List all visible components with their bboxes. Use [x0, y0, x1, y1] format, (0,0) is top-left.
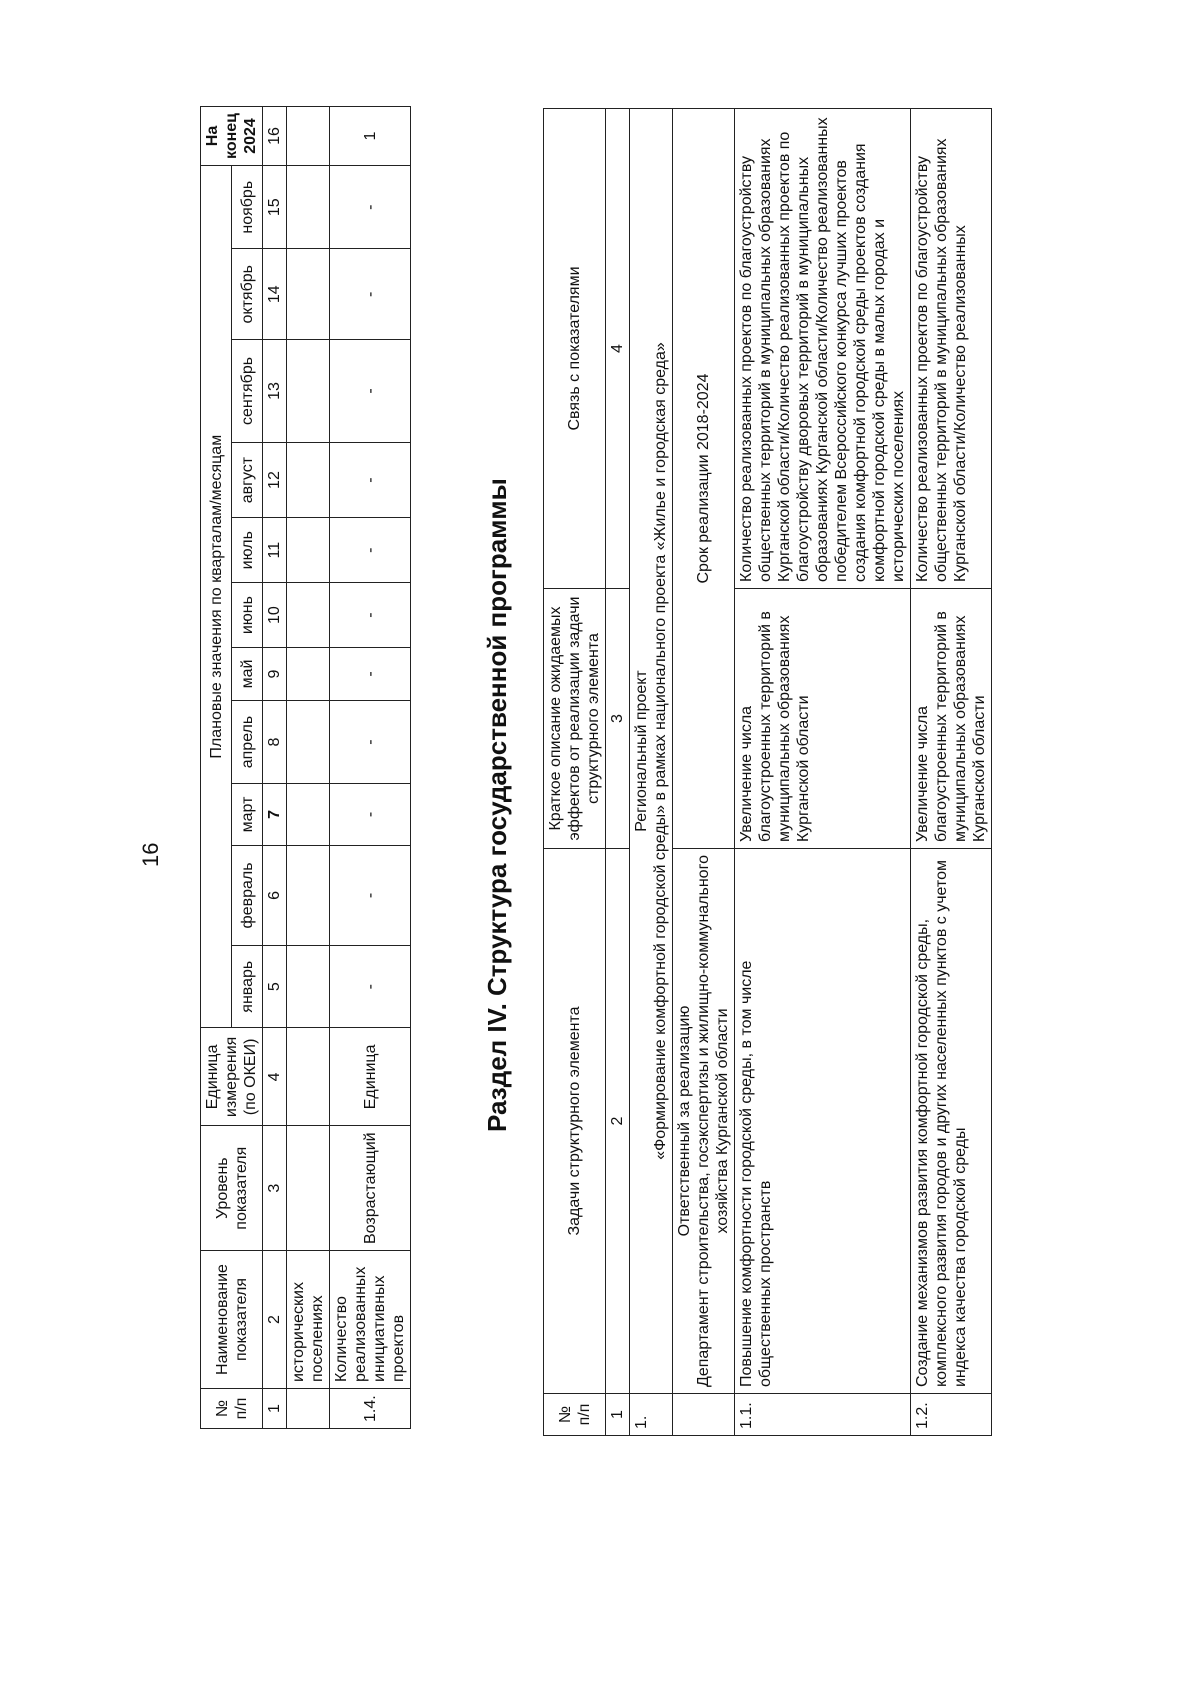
column-number-row [606, 109, 630, 1436]
column-number: 9 [263, 647, 287, 700]
month-value: - [330, 442, 411, 517]
project-row [630, 109, 673, 1436]
indicator-level: Возрастающий [330, 1126, 411, 1251]
month-header: январь [232, 946, 263, 1028]
column-number: 3 [263, 1126, 287, 1251]
header-num: № п/п [201, 1389, 263, 1429]
month-value: - [330, 518, 411, 583]
responsible-label: Ответственный за реализацию [676, 1005, 693, 1237]
column-number-row [263, 107, 287, 1429]
column-number: 3 [606, 589, 630, 849]
link-text: Количество реализованных проектов по благоустройству общественных территорий в муниципальных образованиях Курганской области/Количество реализованных [911, 109, 992, 589]
table-header-row [201, 107, 232, 1429]
column-number: 8 [263, 701, 287, 784]
month-value: - [330, 701, 411, 784]
row-num: 1.1. [735, 1394, 911, 1436]
row-num: 1.2. [911, 1394, 992, 1436]
project-name: «Формирование комфортной городской среды» в рамках национального проекта «Жилье и городская среда» [652, 342, 669, 1160]
column-number: 13 [263, 340, 287, 443]
project-title: Региональный проект [633, 670, 650, 832]
table-header-row [544, 109, 606, 1436]
table-row [911, 109, 992, 1436]
column-number: 7 [263, 784, 287, 846]
header-tasks: Задачи структурного элемента [544, 849, 606, 1394]
month-header: май [232, 647, 263, 700]
header-level: Уровень показателя [201, 1126, 263, 1251]
column-number: 2 [263, 1251, 287, 1389]
column-number: 1 [606, 1394, 630, 1436]
column-number: 12 [263, 442, 287, 517]
task-text: Повышение комфортности городской среды, в том числе общественных пространств [735, 849, 911, 1394]
effect-text: Увеличение числа благоустроенных территорий в муниципальных образованиях Курганской области [911, 589, 992, 849]
responsible-value: Департамент строительства, госэкспертизы и жилищно-коммунального хозяйства Курганской области [695, 855, 731, 1387]
indicators-table [200, 106, 411, 1429]
header-link: Связь с показателями [544, 109, 606, 589]
table-row [330, 107, 411, 1429]
month-header: ноябрь [232, 165, 263, 249]
page-number: 16 [138, 842, 163, 867]
column-number: 15 [263, 165, 287, 249]
month-header: июнь [232, 583, 263, 648]
continuation-name: исторических поселениях [287, 1251, 330, 1389]
link-text: Количество реализованных проектов по благоустройству общественных территорий в муниципальных образованиях Курганской области/Количество реализованных проектов по благоустройству дворовых территорий в муниципальных образованиях Курганской области/Количество реализованных победителем Всероссийского конкурса лучших проектов создания комфортной городской среды проектов создания комфортной городской среды в малых городах и исторических поселениях [735, 109, 911, 589]
month-header: октябрь [232, 249, 263, 340]
column-number: 10 [263, 583, 287, 648]
header-num: № п/п [544, 1394, 606, 1436]
responsible-cell [673, 849, 735, 1394]
column-number: 2 [606, 849, 630, 1394]
responsible-row [673, 109, 735, 1436]
month-value: - [330, 946, 411, 1028]
column-number: 11 [263, 518, 287, 583]
effect-text: Увеличение числа благоустроенных территорий в муниципальных образованиях Курганской области [735, 589, 911, 849]
task-text: Создание механизмов развития комфортной городской среды, комплексного развития городов и других населенных пунктов с учетом индекса качества городской среды [911, 849, 992, 1394]
column-number: 6 [263, 845, 287, 945]
month-value: - [330, 784, 411, 846]
month-value: - [330, 340, 411, 443]
indicator-name: Количество реализованных инициативных проектов [330, 1251, 411, 1389]
month-value: - [330, 249, 411, 340]
column-number: 4 [606, 109, 630, 589]
table-row [735, 109, 911, 1436]
column-number: 16 [263, 107, 287, 166]
row-num: 1.4. [330, 1389, 411, 1429]
month-value: - [330, 583, 411, 648]
column-number: 4 [263, 1028, 287, 1126]
month-header: февраль [232, 845, 263, 945]
month-header: сентябрь [232, 340, 263, 443]
project-num: 1. [630, 1394, 673, 1436]
month-header: июль [232, 518, 263, 583]
implementation-term: Срок реализации 2018-2024 [673, 109, 735, 849]
header-unit: Единица измерения (по ОКЕИ) [201, 1028, 263, 1126]
month-value: - [330, 165, 411, 249]
month-header: апрель [232, 701, 263, 784]
month-header: март [232, 784, 263, 846]
column-number: 5 [263, 946, 287, 1028]
section-title: Раздел IV. Структура государственной программы [482, 478, 512, 1132]
header-planned: Плановые значения по кварталам/месяцам [201, 165, 232, 1027]
continuation-row [287, 107, 330, 1429]
structure-table [543, 108, 992, 1436]
project-cell [630, 109, 673, 1394]
month-value: - [330, 845, 411, 945]
header-end-2024: На конец 2024 [201, 107, 263, 166]
column-number: 1 [263, 1389, 287, 1429]
month-header: август [232, 442, 263, 517]
month-value: - [330, 647, 411, 700]
header-name: Наименование показателя [201, 1251, 263, 1389]
indicator-unit: Единица [330, 1028, 411, 1126]
header-effects: Краткое описание ожидаемых эффектов от реализации задачи структурного элемента [544, 589, 606, 849]
end-value: 1 [330, 107, 411, 166]
column-number: 14 [263, 249, 287, 340]
